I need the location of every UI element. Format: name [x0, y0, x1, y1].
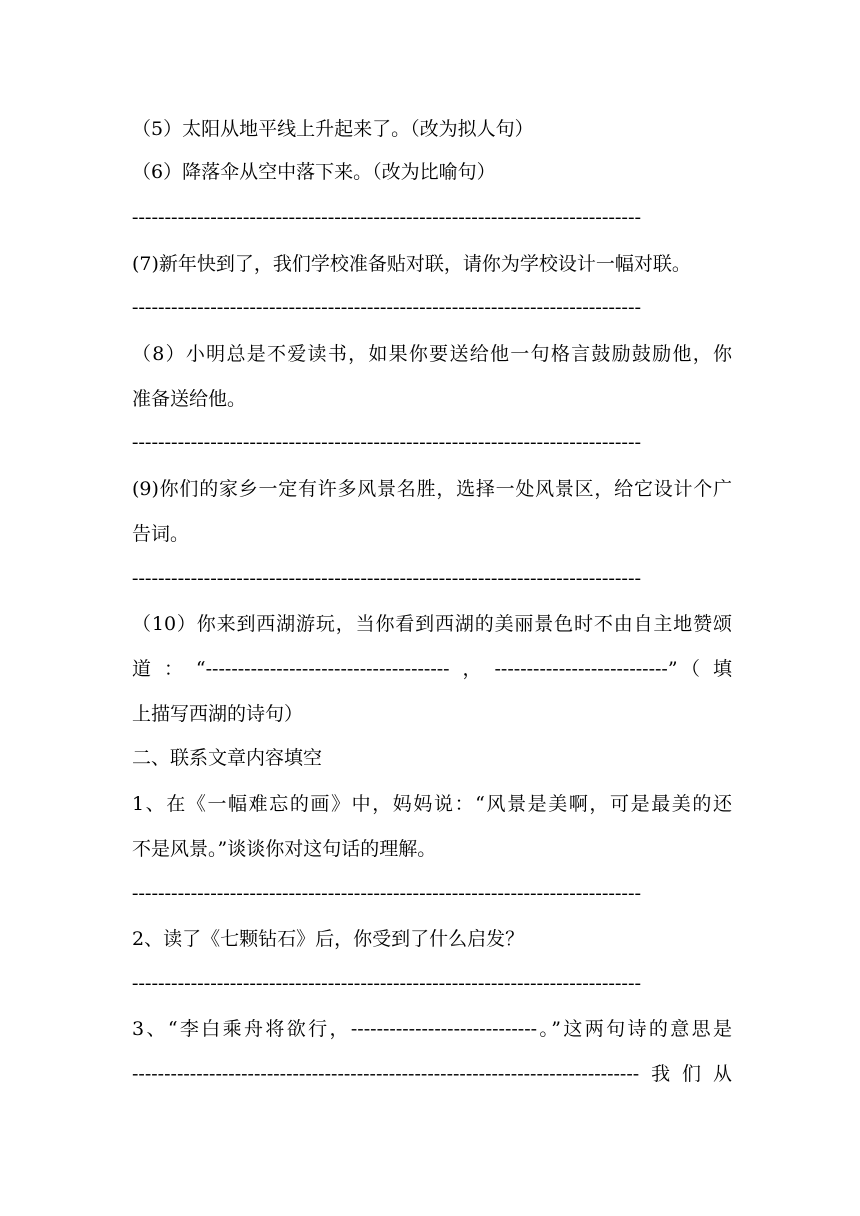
- question-8-line-1: （8）小明总是不爱读书，如果你要送给他一句格言鼓励鼓励他，你: [132, 343, 732, 365]
- question-9-line-2: 告词。: [132, 523, 190, 545]
- answer-line-6: ------------------------------------------------------------------------------: [132, 207, 642, 228]
- answer-line-s2-1: ------------------------------------------------------------------------------: [132, 883, 642, 904]
- question-6: （6）降落伞从空中落下来。（改为比喻句）: [132, 161, 496, 183]
- answer-line-7: ------------------------------------------------------------------------------: [132, 297, 642, 318]
- answer-line-9: ------------------------------------------------------------------------------: [132, 568, 642, 589]
- section2-question-2: 2、读了《七颗钻石》后，你受到了什么启发？: [132, 928, 525, 950]
- question-10-line-2: 道：“--------------------------------------，---------------------------”（填: [132, 658, 732, 680]
- section2-question-3-line-2: -------------------------------------------------------------------------------我们从: [132, 1063, 732, 1085]
- question-10-line-1: （10）你来到西湖游玩，当你看到西湖的美丽景色时不由自主地赞颂: [132, 613, 732, 635]
- question-9-line-1: (9)你们的家乡一定有许多风景名胜，选择一处风景区，给它设计个广: [132, 478, 732, 500]
- question-8-line-2: 准备送给他。: [132, 388, 247, 410]
- section2-question-3-line-1: 3、“李白乘舟将欲行，-----------------------------。”这两句诗的意思是: [132, 1018, 732, 1040]
- question-7: (7)新年快到了，我们学校准备贴对联，请你为学校设计一幅对联。: [132, 253, 691, 275]
- question-10-line-3: 上描写西湖的诗句）: [132, 703, 304, 725]
- answer-line-8: ------------------------------------------------------------------------------: [132, 432, 642, 453]
- section2-question-1-line-2: 不是风景。”谈谈你对这句话的理解。: [132, 838, 437, 860]
- section2-question-1-line-1: 1、在《一幅难忘的画》中，妈妈说：“风景是美啊，可是最美的还: [132, 793, 732, 815]
- question-5: （5）太阳从地平线上升起来了。（改为拟人句）: [132, 118, 534, 140]
- answer-line-s2-2: ------------------------------------------------------------------------------: [132, 973, 642, 994]
- section-heading-2: 二、联系文章内容填空: [132, 747, 323, 769]
